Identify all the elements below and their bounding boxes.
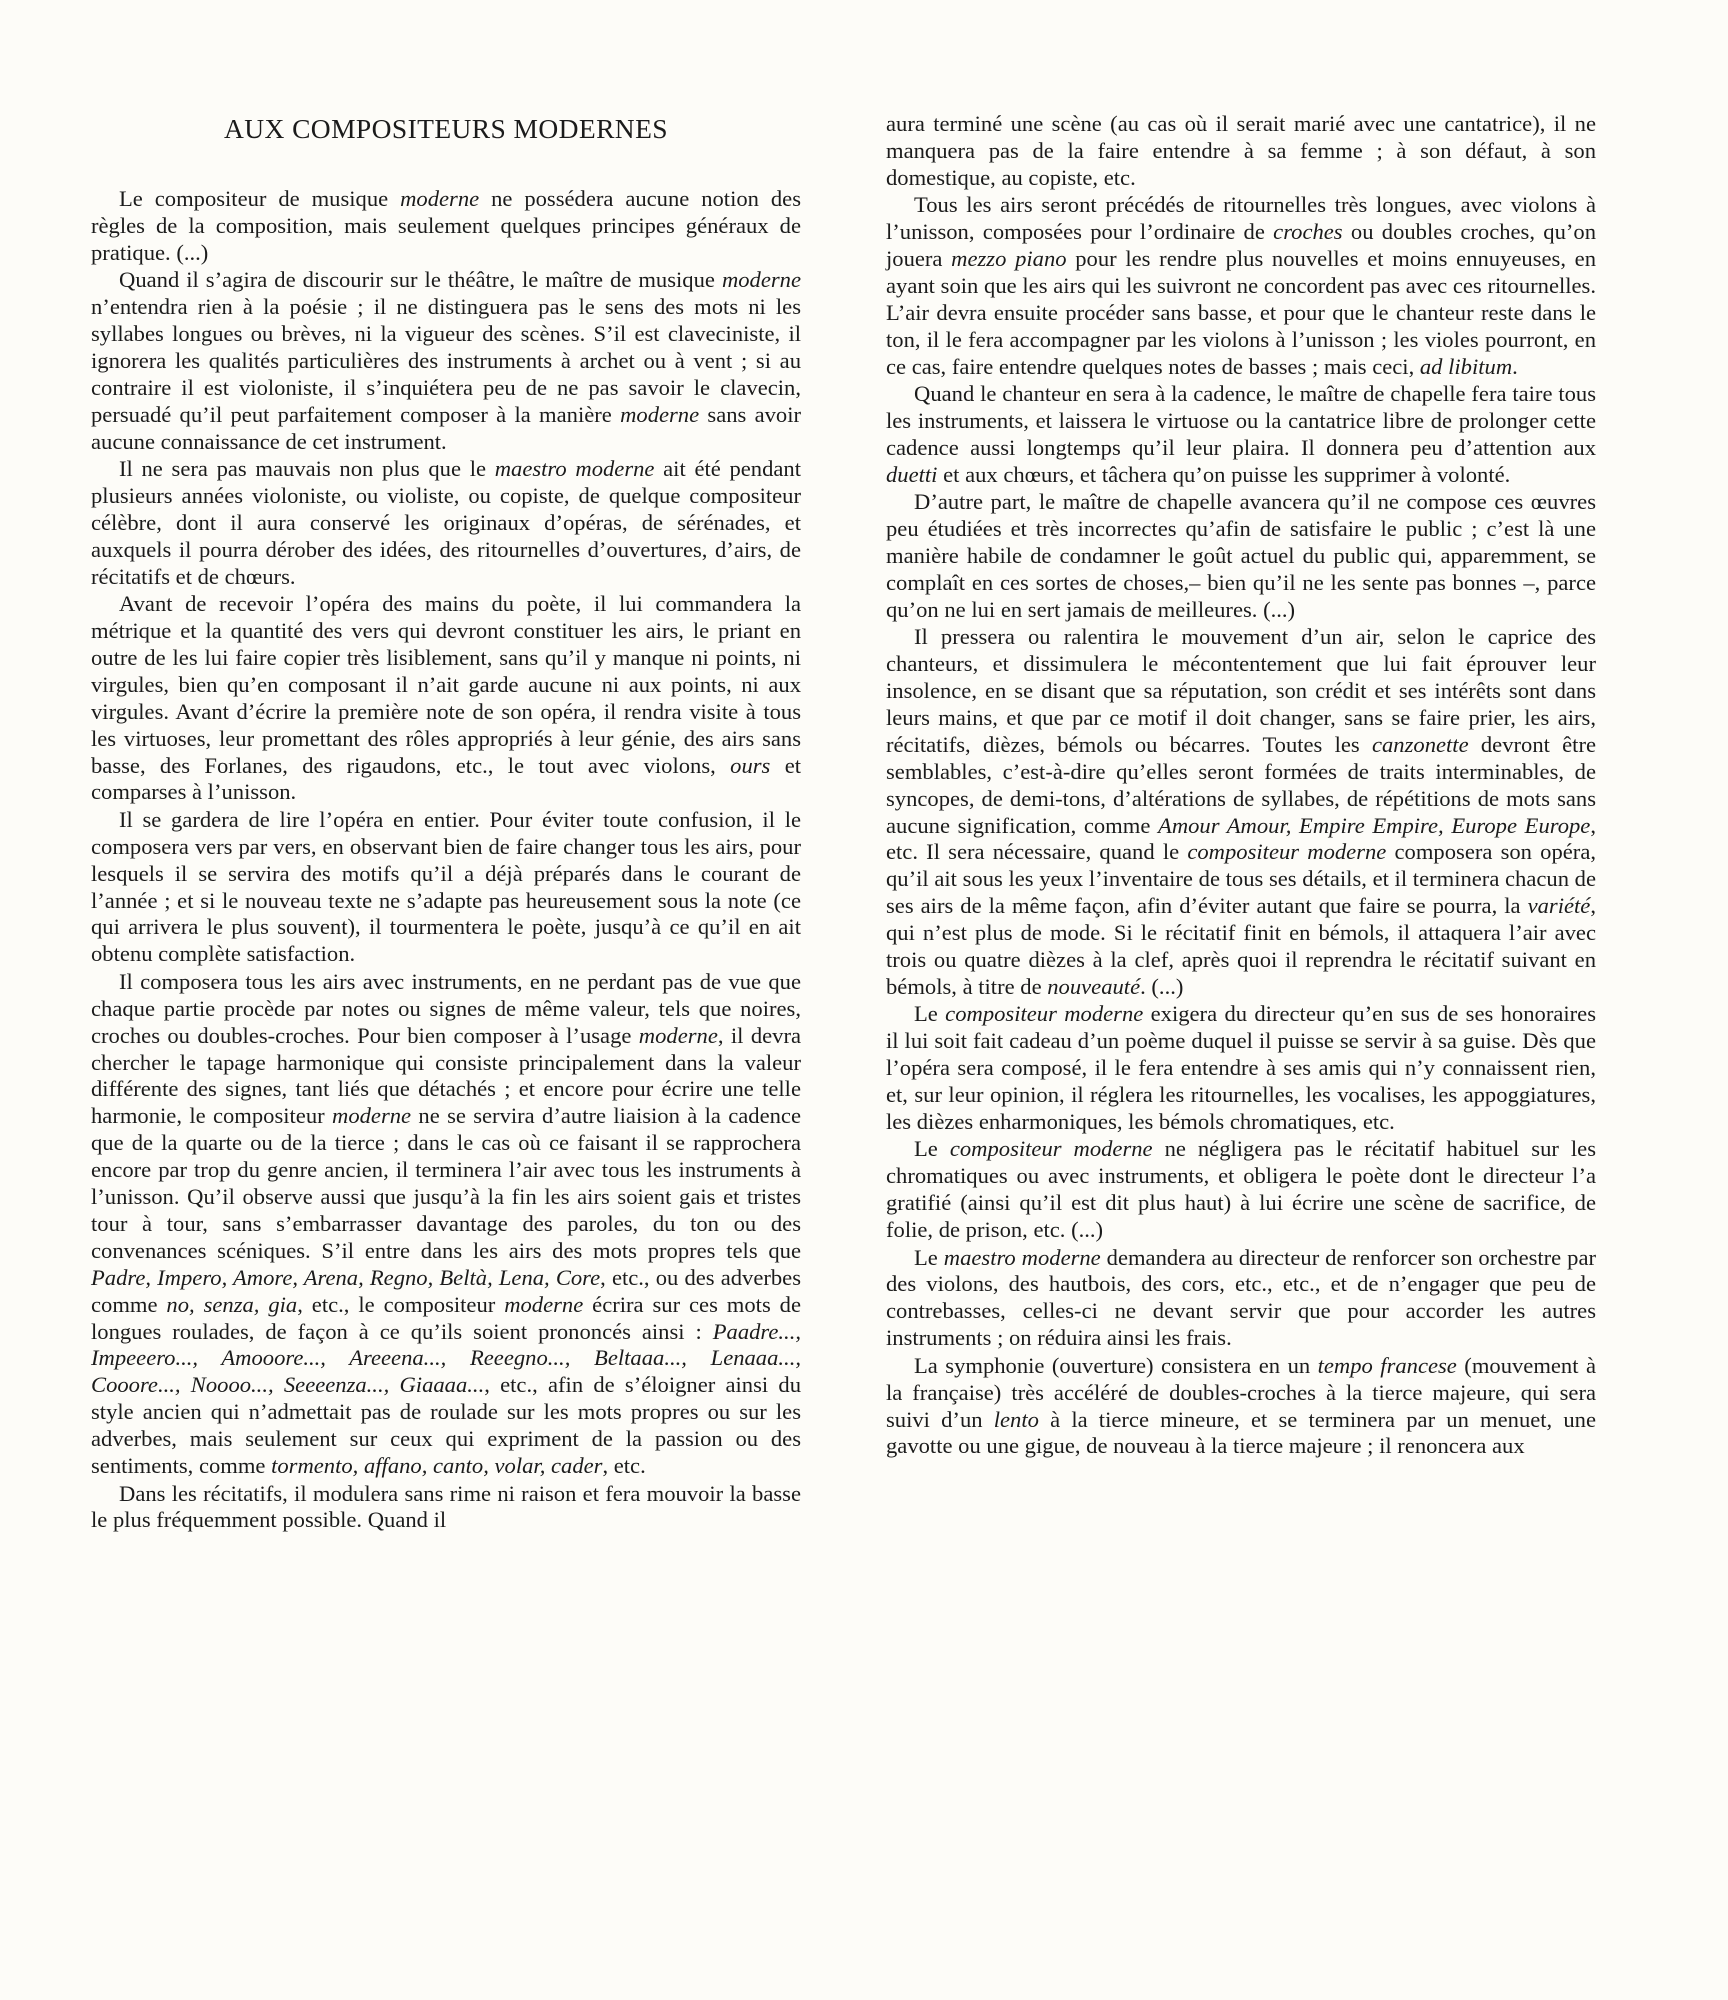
paragraph: Quand le chanteur en sera à la cadence, le maître de chapelle fera taire tous les instruments, et laissera le virtuose ou la cantatrice libre de prolonger cette cadence aussi longtemps qu’il leur plaira. Il donnera peu d’attention aux duetti et aux chœurs, et tâchera qu’on puisse les supprimer à volonté. xyxy=(886,381,1596,487)
article-title: AUX COMPOSITEURS MODERNES xyxy=(224,113,668,144)
paragraph: Il ne sera pas mauvais non plus que le maestro moderne ait été pendant plusieurs années violoniste, ou violiste, ou copiste, de quelque compositeur célèbre, dont il aura conservé les originaux d’opéras, de sérénades, et auxquels il pourra dérober des idées, des ritournelles d’ouvertures, d’airs, de récitatifs et de chœurs. xyxy=(91,456,801,589)
left-column xyxy=(91,112,801,1535)
paragraph: Il se gardera de lire l’opéra en entier. Pour éviter toute confusion, il le composera vers par vers, en observant bien de faire changer tous les airs, pour lesquels il se servira des motifs qu’il a déjà préparés dans le courant de l’année ; et si le nouveau texte ne s’adapte pas heureusement sous la note (ce qui arrivera le plus souvent), il tourmentera le poète, jusqu’à ce qu’il en ait obtenu complète satisfaction. xyxy=(91,806,801,967)
paragraph: Le compositeur de musique moderne ne possédera aucune notion des règles de la composition, mais seulement quelques principes généraux de pratique. (...) xyxy=(91,186,801,265)
paragraph: Il pressera ou ralentira le mouvement d’un air, selon le caprice des chanteurs, et dissimulera le mécontentement que lui fait éprouver leur insolence, en se disant que sa réputation, son crédit et ses intérêts sont dans leurs mains, et que par ce motif il doit changer, sans se faire prier, les airs, récitatifs, dièzes, bémols ou bécarres. Toutes les canzonette devront être semblables, c’est-à-dire qu’elles seront formées de traits interminables, de syncopes, de demi-tons, d’altérations de syllabes, de répétitions de mots sans aucune signification, comme Amour Amour, Empire Empire, Europe Europe, etc. Il sera nécessaire, quand le compositeur moderne composera son opéra, qu’il ait sous les yeux l’inventaire de tous ses détails, et il terminera chacun de ses airs de la même façon, afin d’éviter autant que faire se pourra, la variété, qui n’est plus de mode. Si le récitatif finit en bémols, il attaquera l’air avec trois ou quatre dièzes à la clef, après quoi il reprendra le récitatif suivant en bémols, à titre de nouveauté. (...) xyxy=(886,624,1597,999)
right-column xyxy=(886,111,1596,1461)
paragraph: Tous les airs seront précédés de ritournelles très longues, avec violons à l’unisson, composées pour l’ordinaire de croches ou doubles croches, qu’on jouera mezzo piano pour les rendre plus nouvelles et moins ennuyeuses, en ayant soin que les airs qui les suivront ne concordent pas avec ces ritournelles. L’air devra ensuite procéder sans basse, et pour que le chanteur reste dans le ton, il le fera accompagner par les violons à l’unisson ; les violes pourront, en ce cas, faire entendre quelques notes de basses ; mais ceci, ad libitum. xyxy=(886,192,1596,379)
paragraph: Avant de recevoir l’opéra des mains du poète, il lui commandera la métrique et la quantité des vers qui devront constituer les airs, le priant en outre de les lui faire copier très lisiblement, sans qu’il y manque ni points, ni virgules, bien qu’en composant il n’ait garde aucune ni aux points, ni aux virgules. Avant d’écrire la première note de son opéra, il rendra visite à tous les virtuoses, leur promettant des rôles appropriés à leur génie, des airs sans basse, des Forlanes, des rigaudons, etc., le tout avec violons, ours et comparses à l’unisson. xyxy=(91,591,801,805)
paragraph-continued: aura terminé une scène (au cas où il serait marié avec une cantatrice), il ne manquera pas de la faire entendre à sa femme ; à son défaut, à son domestique, au copiste, etc. xyxy=(886,111,1596,190)
paragraph: Quand il s’agira de discourir sur le théâtre, le maître de musique moderne n’entendra rien à la poésie ; il ne distinguera pas le sens des mots ni les syllabes longues ou brèves, ni la vigueur des scènes. S’il est claveciniste, il ignorera les qualités particulières des instruments à archet ou à vent ; si au contraire il est violoniste, il s’inquiétera peu de ne pas savoir le clavecin, persuadé qu’il peut parfaitement composer à la manière moderne sans avoir aucune connaissance de cet instrument. xyxy=(91,267,802,454)
paragraph: Le compositeur moderne exigera du directeur qu’en sus de ses honoraires il lui soit fait cadeau d’un poème duquel il puisse se servir à sa guise. Dès que l’opéra sera composé, il le fera entendre à ses amis qui n’y connaissent rien, et, sur leur opinion, il réglera les ritournelles, les vocalises, les appoggiatures, les dièzes enharmoniques, les bémols chromatiques, etc. xyxy=(886,1001,1596,1135)
paragraph: D’autre part, le maître de chapelle avancera qu’il ne compose ces œuvres peu étudiées et très incorrectes qu’afin de satisfaire le public ; c’est là une manière habile de condamner le goût actuel du public qui, apparemment, se complaît en ces sortes de choses,– bien qu’il ne les sente pas bonnes –, parce qu’on ne lui en sert jamais de meilleures. (...) xyxy=(886,489,1596,622)
paragraph: Le maestro moderne demandera au directeur de renforcer son orchestre par des violons, des hautbois, des cors, etc., etc., et de n’engager que peu de contrebasses, celles-ci ne devant servir que pour accorder les autres instruments ; on réduira ainsi les frais. xyxy=(886,1244,1596,1351)
paragraph: Dans les récitatifs, il modulera sans rime ni raison et fera mouvoir la basse le plus fréquemment possible. Quand il xyxy=(91,1480,801,1533)
paragraph: Il composera tous les airs avec instruments, en ne perdant pas de vue que chaque partie procède par notes ou signes de même valeur, tels que noires, croches ou doubles-croches. Pour bien composer à l’usage moderne, il devra chercher le tapage harmonique qui consiste principalement dans la valeur différente des signes, tant liés que détachés ; et encore pour écrire une telle harmonie, le compositeur moderne ne se servira d’autre liaision à la cadence que de la quarte ou de la tierce ; dans le cas où ce faisant il se rapprochera encore par trop du genre ancien, il terminera l’air avec tous les instruments à l’unisson. Qu’il observe aussi que jusqu’à la fin les airs soient gais et tristes tour à tour, sans s’embarrasser davantage des paroles, du ton ou des convenances scéniques. S’il entre dans les airs des mots propres tels que Padre, Impero, Amore, Arena, Regno, Beltà, Lena, Core, etc., ou des adverbes comme no, senza, gia, etc., le compositeur moderne écrira sur ces mots de longues roulades, de façon à ce qu’ils soient prononcés ainsi : Paadre..., Impeeero..., Amooore..., Areeena..., Reeegno..., Beltaaa..., Lenaaa..., Cooore..., Noooo..., Seeeenza..., Giaaaa..., etc., afin de s’éloigner ainsi du style ancien qui n’admettait pas de roulade sur les mots propres ou sur les adverbes, mais seulement sur ceux qui expriment de la passion ou des sentiments, comme tormento, affano, canto, volar, cader, etc. xyxy=(91,968,802,1479)
paragraph: La symphonie (ouverture) consistera en un tempo francese (mouvement à la française) très accéléré de doubles-croches à la tierce majeure, qui sera suivi d’un lento à la tierce mineure, et se terminera par un menuet, une gavotte ou une gigue, de nouveau à la tierce majeure ; il renoncera aux xyxy=(886,1352,1597,1459)
paragraph: Le compositeur moderne ne négligera pas le récitatif habituel sur les chromatiques ou avec instruments, et obligera le poète dont le directeur l’a gratifié (ainsi qu’il est dit plus haut) à lui écrire une scène de sacrifice, de folie, de prison, etc. (...) xyxy=(886,1136,1596,1243)
